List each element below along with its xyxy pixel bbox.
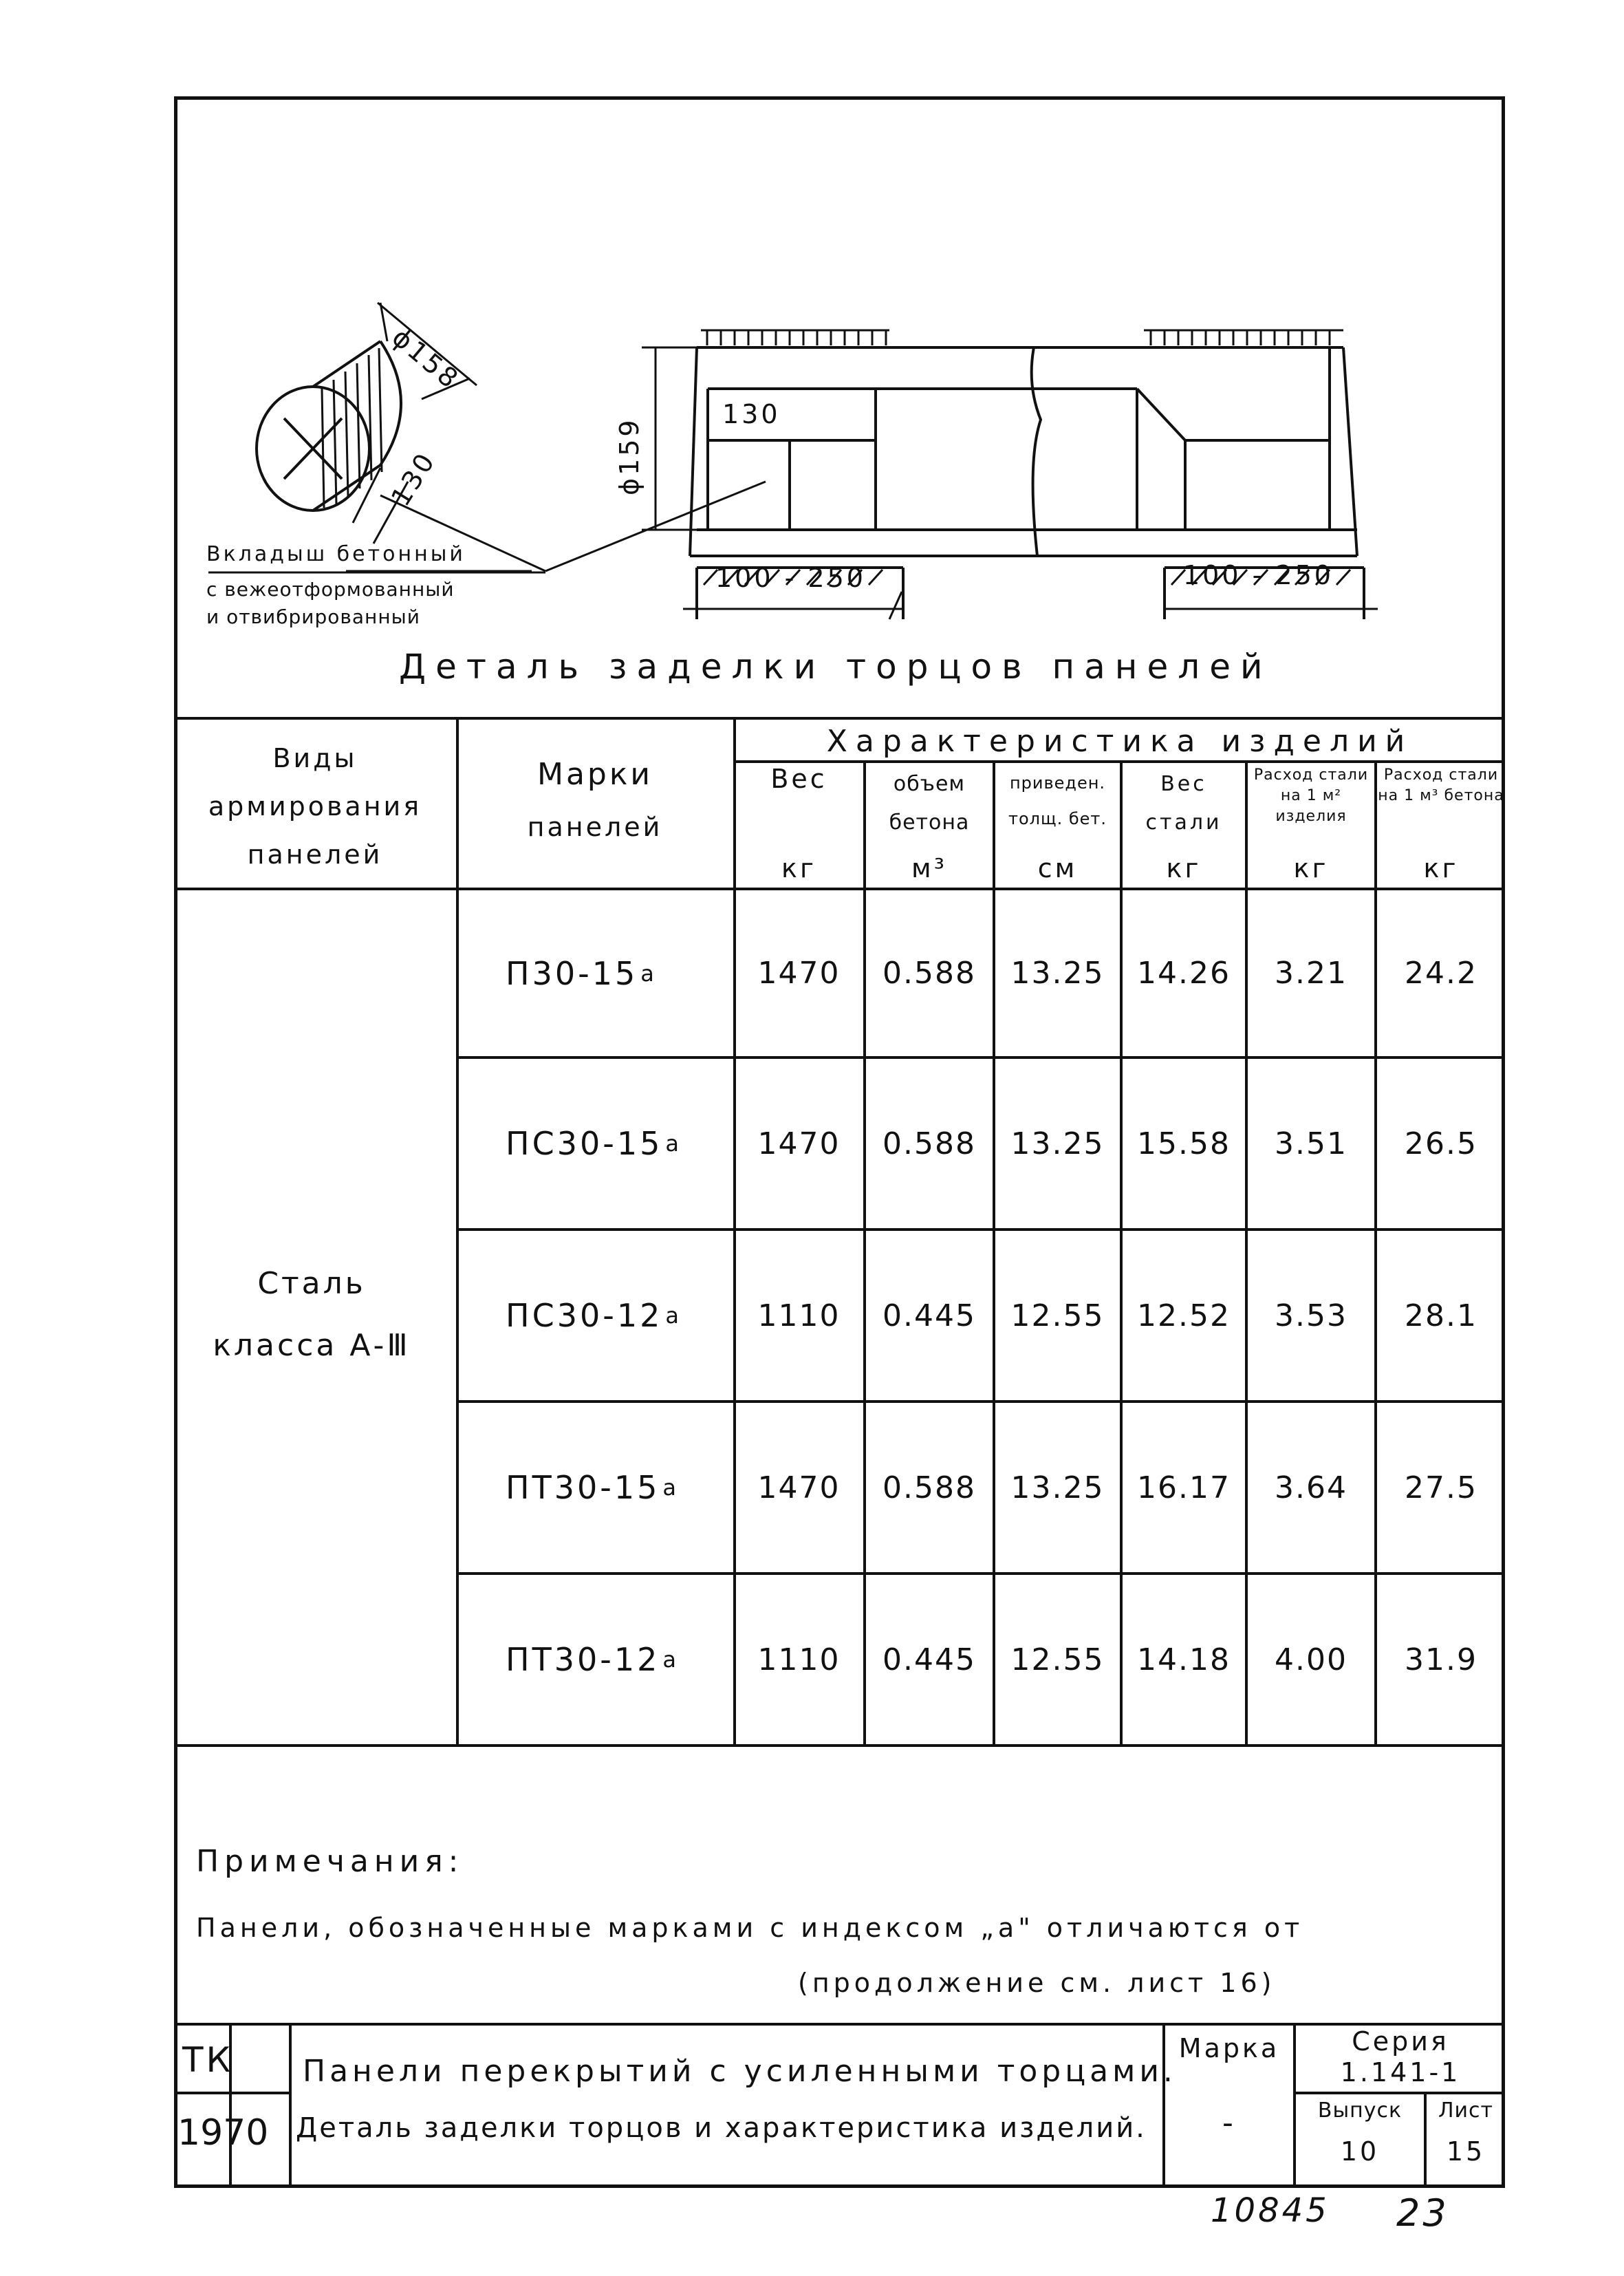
stamp-top-border xyxy=(174,2023,1505,2026)
concrete-insert-cylinder xyxy=(257,341,401,511)
stamp-year: 1970 xyxy=(177,2112,269,2154)
col-per-m3-unit: кг xyxy=(1423,853,1459,883)
col-weight-title: Вес xyxy=(770,764,827,794)
header-marks-line2: панелей xyxy=(527,812,663,842)
col-steel-unit: кг xyxy=(1166,853,1202,883)
stamp-sheet-value: 15 xyxy=(1446,2136,1486,2167)
insert-130-label: 130 xyxy=(722,399,781,429)
table-top-border xyxy=(174,717,1505,720)
steel-class-line1: Сталь xyxy=(257,1266,366,1301)
stamp-title-line1: Панели перекрытий с усиленными торцами. xyxy=(303,2054,1177,2089)
load-arrows-right xyxy=(1144,330,1343,345)
col-per-m3-title: Расход стали на 1 м³ бетона xyxy=(1378,766,1504,804)
table-cell: 13.25 xyxy=(1010,1470,1105,1505)
table-cell: 0.445 xyxy=(883,1642,976,1677)
table-cell: 28.1 xyxy=(1405,1298,1477,1333)
header-types-line3: панелей xyxy=(247,839,383,870)
table-cell: 0.588 xyxy=(883,1126,976,1161)
steel-class-line2: класса А-Ⅲ xyxy=(213,1328,411,1363)
support-left-label: 100 - 250 xyxy=(715,563,866,593)
col-steel-title: Вес стали xyxy=(1145,772,1222,835)
load-arrows-left xyxy=(701,330,889,345)
table-cell: 26.5 xyxy=(1405,1126,1477,1161)
table-row-mark: ПТ30-12 а xyxy=(506,1641,679,1678)
table-cell: 16.17 xyxy=(1137,1470,1231,1505)
table-row-mark: ПС30-15 а xyxy=(506,1125,682,1162)
stamp-tk: ТК xyxy=(182,2040,234,2080)
table-cell: 1470 xyxy=(757,956,841,991)
table-cell: 12.55 xyxy=(1010,1642,1105,1677)
col-thickness-unit: см xyxy=(1037,853,1078,883)
table-cell: 13.25 xyxy=(1010,1126,1105,1161)
table-cell: 1470 xyxy=(757,1470,841,1505)
col-volume-title: объем бетона xyxy=(889,772,970,835)
stamp-sheet-label: Лист xyxy=(1438,2098,1494,2123)
table-cell: 13.25 xyxy=(1010,956,1105,991)
table-cell: 0.588 xyxy=(883,1470,976,1505)
insert-caption-line2: с вежеотформованный xyxy=(206,578,455,601)
stamp-marka-value: - xyxy=(1222,2105,1236,2140)
table-cell: 0.445 xyxy=(883,1298,976,1333)
table-cell: 1110 xyxy=(757,1642,841,1677)
col-line-1 xyxy=(456,717,459,1746)
notes-heading: Примечания: xyxy=(196,1844,464,1879)
table-cell: 14.26 xyxy=(1137,956,1231,991)
table-row-mark: П30-15 а xyxy=(506,954,657,992)
diameter-label: ϕ158 xyxy=(386,322,466,396)
group-header: Характеристика изделий xyxy=(826,724,1414,759)
table-cell: 15.58 xyxy=(1137,1126,1231,1161)
header-types-line2: армирования xyxy=(208,791,422,822)
table-cell: 31.9 xyxy=(1405,1642,1477,1677)
panel-side-view xyxy=(690,347,1357,556)
table-cell: 1470 xyxy=(757,1126,841,1161)
table-cell: 1110 xyxy=(757,1298,841,1333)
col-per-m2-title: Расход стали на 1 м² изделия xyxy=(1253,766,1369,825)
stamp-issue-value: 10 xyxy=(1340,2136,1380,2167)
table-cell: 14.18 xyxy=(1137,1642,1231,1677)
table-cell: 3.53 xyxy=(1275,1298,1347,1333)
notes-line2: (продолжение см. лист 16) xyxy=(798,1968,1276,1998)
drawing-title: Деталь заделки торцов панелей xyxy=(399,647,1273,687)
header-types-line1: Виды xyxy=(272,743,358,773)
table-cell: 3.21 xyxy=(1275,956,1347,991)
insert-length-label: 130 xyxy=(385,446,442,512)
stamp-issue-label: Выпуск xyxy=(1317,2098,1403,2123)
stamp-series-line xyxy=(1293,2092,1505,2094)
support-right-label: 100 - 250 xyxy=(1183,560,1334,590)
col-weight-unit: кг xyxy=(781,853,816,883)
table-cell: 4.00 xyxy=(1275,1642,1347,1677)
insert-caption-line3: и отвибрированный xyxy=(206,605,420,628)
table-row-mark: ПТ30-15 а xyxy=(506,1469,679,1506)
footer-number: 10845 xyxy=(1211,2191,1330,2230)
table-cell: 24.2 xyxy=(1405,956,1477,991)
col-per-m2-unit: кг xyxy=(1293,853,1329,883)
panel-height-label: ϕ159 xyxy=(614,417,645,495)
table-bottom-border xyxy=(174,1744,1505,1747)
col-volume-unit: м³ xyxy=(911,853,947,883)
table-cell: 12.55 xyxy=(1010,1298,1105,1333)
stamp-marka-label: Марка xyxy=(1178,2033,1280,2063)
table-cell: 12.52 xyxy=(1137,1298,1231,1333)
table-row-mark: ПС30-12 а xyxy=(506,1297,682,1334)
table-cell: 3.51 xyxy=(1275,1126,1347,1161)
table-cell: 27.5 xyxy=(1405,1470,1477,1505)
stamp-series-label: Серия xyxy=(1352,2026,1449,2057)
notes-line1: Панели, обозначенные марками с индексом „а" отличаются от xyxy=(196,1913,1304,1943)
stamp-mid-line xyxy=(174,2092,291,2094)
end-detail-drawing xyxy=(174,96,1505,729)
insert-caption-line1: Вкладыш бетонный xyxy=(206,542,466,566)
footer-page: 23 xyxy=(1396,2191,1449,2235)
table-cell: 3.64 xyxy=(1275,1470,1347,1505)
stamp-series-value: 1.141-1 xyxy=(1340,2057,1461,2087)
stamp-title-line2: Деталь заделки торцов и характеристика изделий. xyxy=(296,2112,1147,2144)
stamp-col-2 xyxy=(289,2023,292,2188)
table-cell: 0.588 xyxy=(883,956,976,991)
header-marks-line1: Марки xyxy=(537,757,653,792)
col-thickness-title: приведен. толщ. бет. xyxy=(1008,773,1107,828)
